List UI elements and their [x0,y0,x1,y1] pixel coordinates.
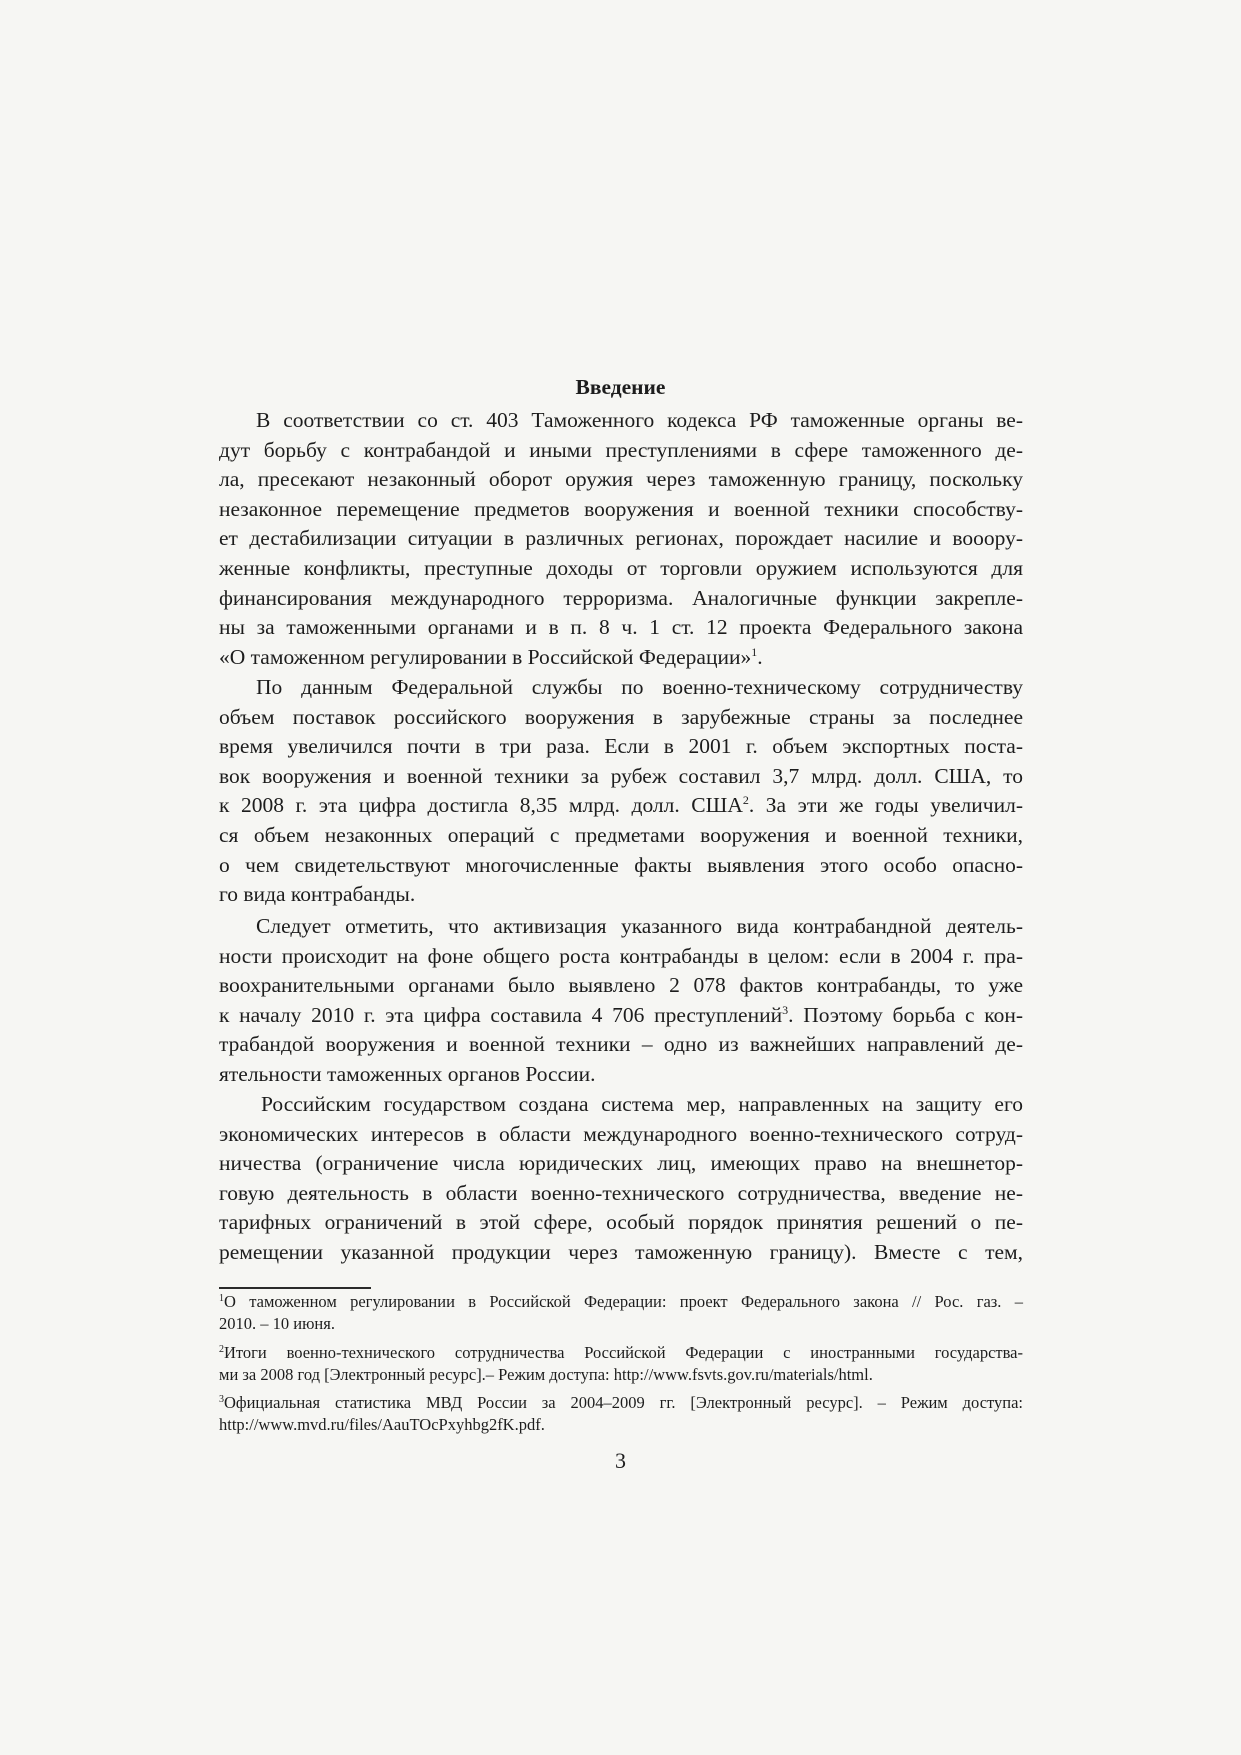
text-line: дут борьбу с контрабандой и иными преступлениями в сфере таможенного де- [219,437,1023,462]
text-line: В соответствии со ст. 403 Таможенного кодекса РФ таможенные органы ве- [256,408,1023,432]
text-line: го вида контрабанды. [219,882,416,907]
text-line: По данным Федеральной службы по военно-техническому сотрудничеству [256,675,1023,699]
paragraph-3 [219,912,1023,1090]
text-line: незаконное перемещение предметов вооружения и военной техники способству- [219,496,1023,521]
text-fragment: «О таможенном регулировании в Российской Федерации» [219,644,752,669]
text-line: ничества (ограничение числа юридических лиц, имеющих право на внешнетор- [219,1151,1023,1176]
text-line: ны за таможенными органами и в п. 8 ч. 1 ст. 12 проекта Федерального закона [219,615,1023,640]
text-line: объем поставок российского вооружения в зарубежные страны за последнее [219,704,1023,729]
text-line: о чем свидетельствуют многочисленные факты выявления этого особо опасно- [219,852,1023,877]
footnote-ref: 3 [782,1002,789,1017]
text-line: воохранительными органами было выявлено 2 078 фактов контрабанды, то уже [219,973,1023,998]
text-line: говую деятельность в области военно-технического сотрудничества, введение не- [219,1180,1023,1205]
footnote-mark: 1 [219,1293,224,1304]
footnote-ref: 2 [742,793,749,808]
footnote-line [219,1291,1023,1313]
text-fragment: О таможенном регулировании в Российской Федерации: проект Федерального закона // Рос. газ. – [224,1292,1023,1311]
paragraph-2 [219,673,1023,910]
footnote-line [219,1392,1023,1414]
text-line: ла, пресекают незаконный оборот оружия через таможенную границу, поскольку [219,467,1023,492]
text-line: Российским государством создана система мер, направленных на защиту его [261,1092,1023,1116]
page-title: Введение [575,375,666,399]
text-line [219,791,1023,821]
paragraph-4 [219,1090,1023,1268]
text-line [219,1001,1023,1031]
footnote-1 [219,1291,1023,1335]
paragraph-1 [219,406,1023,672]
text-line: финансирования международного терроризма. Аналогичные функции закрепле- [219,585,1023,610]
footnote-mark: 2 [219,1344,224,1355]
text-fragment: . За эти же годы увеличил- [748,793,1023,818]
text-fragment: Итоги военно-технического сотрудничества Российской Федерации с иностранными государства- [224,1343,1023,1362]
text-line: вок вооружения и военной техники за рубеж составил 3,7 млрд. долл. США, то [219,763,1023,788]
footnote-line: ми за 2008 год [Электронный ресурс].– Режим доступа: http://www.fsvts.gov.ru/materials/html. [219,1365,873,1384]
text-fragment: . Поэтому борьба с кон- [788,1002,1023,1027]
text-line: ятельности таможенных органов России. [219,1061,596,1086]
text-line: тарифных ограничений в этой сфере, особый порядок принятия решений о пе- [219,1210,1023,1235]
text-line: женные конфликты, преступные доходы от торговли оружием используются для [219,555,1023,580]
footnote-ref: 1 [751,644,758,659]
text-line: ности происходит на фоне общего роста контрабанды в целом: если в 2004 г. пра- [219,943,1023,968]
text-line: Следует отметить, что активизация указанного вида контрабандной деятель- [256,914,1023,938]
footnote-line: 2010. – 10 июня. [219,1314,335,1333]
footnote-3 [219,1392,1023,1436]
page-number: 3 [615,1448,626,1473]
footnote-line [219,1342,1023,1364]
text-line: время увеличился почти в три раза. Если в 2001 г. объем экспортных поста- [219,734,1023,759]
text-fragment: Официальная статистика МВД России за 2004–2009 гг. [Электронный ресурс]. – Режим доступа: [224,1393,1023,1412]
text-line: ремещении указанной продукции через таможенную границу). Вместе с тем, [219,1239,1023,1264]
footnote-line: http://www.mvd.ru/files/AauTOcPxyhbg2fK.pdf. [219,1415,545,1434]
text-line: трабандой вооружения и военной техники – одно из важнейших направлений де- [219,1032,1023,1057]
footnote-separator [219,1287,371,1289]
text-fragment: к началу 2010 г. эта цифра составила 4 706 преступлений [219,1002,783,1027]
text-line: экономических интересов в области международного военно-технического сотруд- [219,1121,1023,1146]
text-fragment: . [757,644,763,669]
text-fragment: к 2008 г. эта цифра достигла 8,35 млрд. долл. США [219,793,743,818]
text-line: ет дестабилизации ситуации в различных регионах, порождает насилие и вооору- [219,526,1023,551]
text-line [219,643,1023,673]
footnote-mark: 3 [219,1394,224,1405]
text-line: ся объем незаконных операций с предметами вооружения и военной техники, [219,822,1023,847]
footnote-2 [219,1342,1023,1386]
